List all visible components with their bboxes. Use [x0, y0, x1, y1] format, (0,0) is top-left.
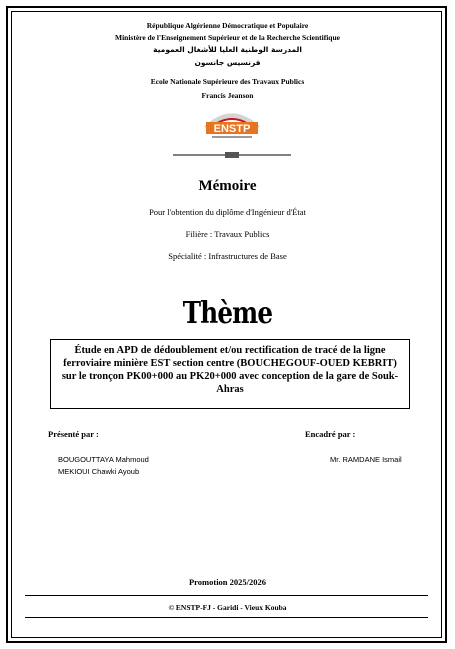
- logo-text: ENSTP: [213, 123, 251, 135]
- presented-by-label: Présenté par :: [48, 429, 99, 439]
- republic-line: République Algérienne Démocratique et Populaire: [146, 21, 309, 30]
- promotion-line: Promotion 2025/2026: [188, 577, 267, 587]
- school-namesake: Francis Jeanson: [201, 91, 254, 100]
- student-name-1: BOUGOUTTAYA Mahmoud: [58, 455, 149, 464]
- student-name-2: MEKIOUI Chawki Ayoub: [58, 467, 140, 476]
- footer-rule-bottom: [25, 617, 428, 618]
- school-name: Ecole Nationale Supérieure des Travaux Publics: [150, 77, 305, 86]
- namesake-arabic: فرنسيس جانسون: [194, 58, 261, 67]
- divider-ornament: [173, 152, 291, 158]
- filiere-line: Filière : Travaux Publics: [185, 229, 270, 239]
- subject-text: Étude en APD de dédoublement et/ou rectification de tracé de la ligne ferroviaire minière EST section centre (BOUCHEGOUF-OUED KEBRIT) sur le tronçon PK00+000 au PK20+000 avec conception de la gare de Souk-Ahras: [61, 345, 399, 395]
- degree-purpose: Pour l'obtention du diplôme d'Ingénieur d'État: [149, 207, 306, 217]
- ministry-line: Ministère de l'Enseignement Supérieur et de la Recherche Scientifique: [115, 33, 340, 42]
- enstp-logo: [200, 108, 264, 144]
- footer-rule-top: [25, 595, 428, 596]
- memoire-title: Mémoire: [198, 178, 257, 194]
- footer-text: © ENSTP-FJ - Garidi - Vieux Kouba: [168, 603, 287, 612]
- specialite-line: Spécialité : Infrastructures de Base: [168, 251, 287, 261]
- subject-box: [50, 339, 410, 409]
- theme-heading: Thème: [182, 296, 273, 331]
- school-arabic: المدرسة الوطنية العليا للأشغال العمومية: [153, 45, 302, 54]
- supervised-by-label: Encadré par :: [305, 429, 356, 439]
- supervisor-name: Mr. RAMDANE Ismail: [330, 455, 402, 464]
